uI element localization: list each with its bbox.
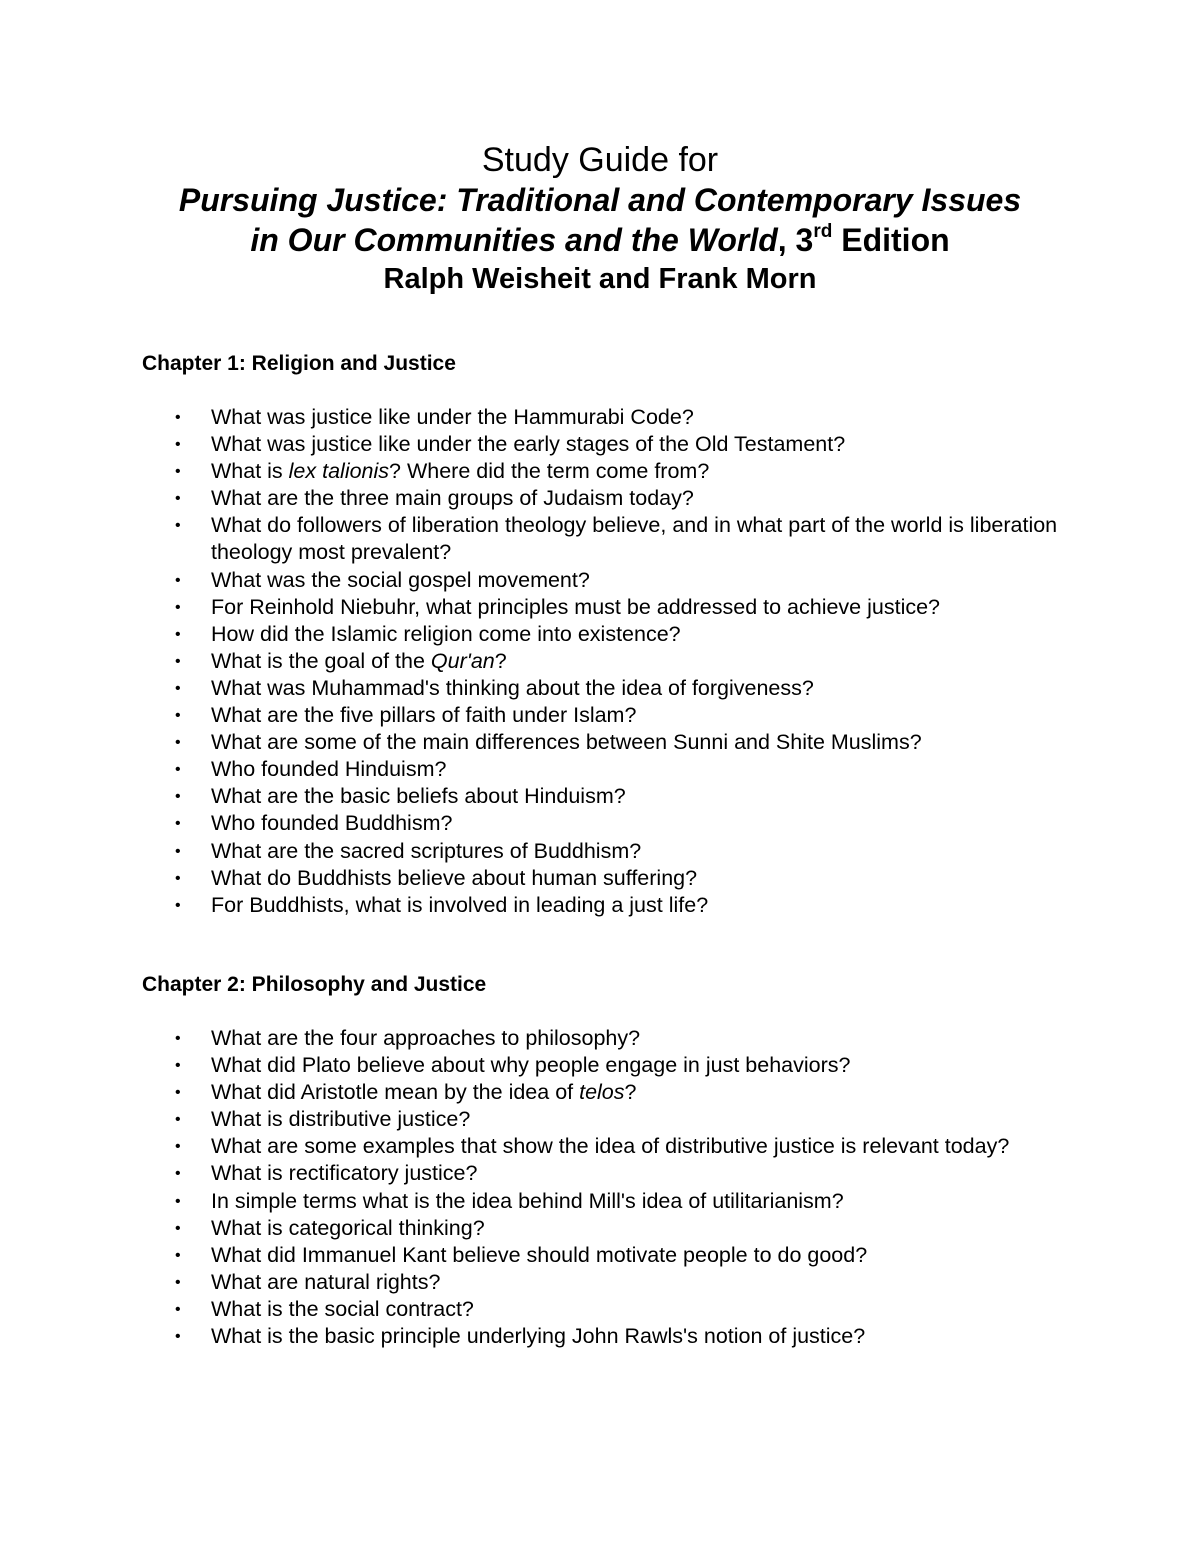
chapter-1-heading: Chapter 1: Religion and Justice [142, 352, 456, 375]
bullet-icon: • [175, 1030, 181, 1047]
bullet-icon: • [175, 1246, 181, 1264]
list-item: • What is lex talionis? Where did the term come from? [142, 458, 1062, 485]
bullet-icon: • [175, 571, 181, 589]
book-title-line-1: Pursuing Justice: Traditional and Contemporary Issues [178, 182, 1022, 218]
list-item: • What is distributive justice? [142, 1106, 1062, 1133]
bullet-icon: • [175, 1328, 181, 1346]
bullet-icon: • [175, 409, 181, 426]
list-item: • For Reinhold Niebuhr, what principles must be addressed to achieve justice? [142, 594, 1062, 621]
list-item: • What are the basic beliefs about Hinduism? [142, 783, 1062, 810]
chapter-1-question-list [142, 404, 1062, 919]
list-item: • What are the four approaches to philosophy? [142, 1025, 1062, 1052]
bullet-icon: • [175, 1165, 181, 1183]
list-item: • What are the sacred scriptures of Buddhism? [142, 838, 1062, 865]
bullet-icon: • [175, 436, 181, 454]
list-item: • What was the social gospel movement? [142, 567, 1062, 594]
bullet-icon: • [175, 679, 181, 697]
list-item: • What was justice like under the Hammurabi Code? [142, 404, 1062, 431]
bullet-icon: • [175, 1300, 181, 1318]
list-item: • What is rectificatory justice? [142, 1160, 1062, 1187]
bullet-icon: • [175, 463, 181, 481]
chapter-2-section [142, 971, 1062, 1350]
bullet-icon: • [175, 707, 181, 725]
list-item: • What did Plato believe about why people engage in just behaviors? [142, 1052, 1062, 1079]
list-item: • What is the social contract? [142, 1296, 1062, 1323]
bullet-icon: • [175, 652, 181, 670]
bullet-icon: • [175, 517, 181, 535]
bullet-icon: • [175, 1219, 181, 1237]
list-item: • How did the Islamic religion come into existence? [142, 621, 1062, 648]
list-item: • What are the three main groups of Judaism today? [142, 485, 1062, 512]
bullet-icon: • [175, 1192, 181, 1210]
document-header [0, 140, 1200, 298]
bullet-icon: • [175, 761, 181, 779]
bullet-icon: • [175, 598, 181, 616]
bullet-icon: • [175, 788, 181, 806]
book-title-line-2: in Our Communities and the World, 3rd Edition [250, 221, 950, 258]
bullet-icon: • [175, 896, 181, 914]
list-item: • For Buddhists, what is involved in leading a just life? [142, 892, 1062, 919]
bullet-icon: • [175, 1273, 181, 1291]
bullet-icon: • [175, 815, 181, 833]
list-item: • What are natural rights? [142, 1269, 1062, 1296]
list-item: • What do followers of liberation theology believe, and in what part of the world is liberation theology most prevalent? [175, 513, 1058, 565]
bullet-icon: • [175, 1057, 181, 1075]
bullet-icon: • [175, 1138, 181, 1156]
bullet-icon: • [175, 869, 181, 887]
bullet-icon: • [175, 625, 181, 643]
bullet-icon: • [175, 734, 181, 752]
chapter-1-section [142, 350, 1062, 919]
list-item: • What was Muhammad's thinking about the idea of forgiveness? [142, 675, 1062, 702]
bullet-icon: • [175, 842, 181, 860]
chapter-2-question-list [142, 1025, 1062, 1350]
list-item: • What are some examples that show the idea of distributive justice is relevant today? [142, 1133, 1062, 1160]
list-item: • What do Buddhists believe about human suffering? [142, 865, 1062, 892]
list-item: • What did Aristotle mean by the idea of telos? [142, 1079, 1062, 1106]
chapter-2-heading: Chapter 2: Philosophy and Justice [142, 973, 487, 996]
authors-line: Ralph Weisheit and Frank Morn [383, 263, 817, 295]
bullet-icon: • [175, 1084, 181, 1102]
list-item: • What are some of the main differences between Sunni and Shite Muslims? [142, 729, 1062, 756]
list-item: • What is the goal of the Qur'an? [142, 648, 1062, 675]
list-item: • What did Immanuel Kant believe should motivate people to do good? [142, 1242, 1062, 1269]
list-item: • In simple terms what is the idea behind Mill's idea of utilitarianism? [142, 1188, 1062, 1215]
bullet-icon: • [175, 1111, 181, 1129]
list-item: • What is categorical thinking? [142, 1215, 1062, 1242]
title-line-study-guide: Study Guide for [481, 141, 719, 179]
list-item: • Who founded Buddhism? [142, 810, 1062, 837]
list-item: • Who founded Hinduism? [142, 756, 1062, 783]
bullet-icon: • [175, 490, 181, 508]
list-item: • What are the five pillars of faith under Islam? [142, 702, 1062, 729]
list-item: • What is the basic principle underlying John Rawls's notion of justice? [142, 1323, 1062, 1350]
list-item: • What was justice like under the early stages of the Old Testament? [142, 431, 1062, 458]
